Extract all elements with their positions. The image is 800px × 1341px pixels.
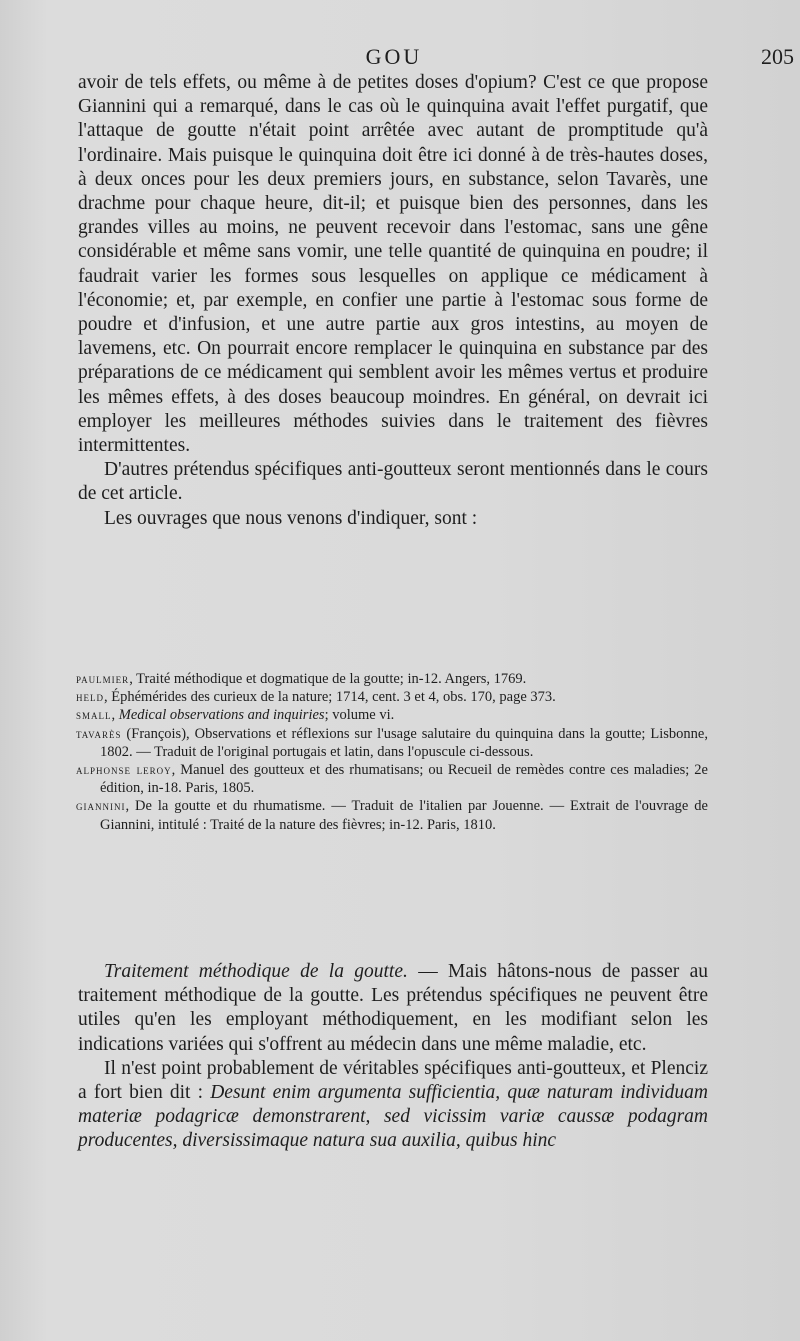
reference-author: giannini bbox=[76, 798, 126, 814]
paragraph: Les ouvrages que nous venons d'indiquer, sont : bbox=[104, 507, 478, 529]
page-number: 205 bbox=[761, 44, 794, 69]
reference-entry: held, Éphémérides des curieux de la nature; 1714, cent. 3 et 4, obs. 170, page 373. bbox=[76, 689, 556, 706]
reference-entry: paulmier, Traité méthodique et dogmatique de la goutte; in-12. Angers, 1769. bbox=[76, 671, 527, 687]
section-heading: Traitement méthodique de la goutte. bbox=[104, 961, 408, 982]
latin-quote: Desunt enim argumenta sufficientia, quæ naturam individuam materiæ podagricæ demonstrarent, sed vicissim variæ caussæ podagram producentes, diversissimaque natura sua auxilia, quibus hinc bbox=[78, 1082, 708, 1152]
reference-author: alphonse leroy bbox=[76, 762, 172, 778]
paragraph: avoir de tels effets, ou même à de petites doses d'opium? C'est ce que propose Giannini qui a remarqué, dans le cas où le quinquina avait l'effet purgatif, que l'attaque de goutte n'était point arrêtée avec autant de promptitude qu'à l'ordinaire. Mais puisque le quinquina doit être ici donné à de très-hautes doses, à deux onces pour les deux premiers jours, en substance, selon Tavarès, une drachme pour chaque heure, dit-il; et puisque bien des personnes, dans les grandes villes au moins, ne peuvent recevoir dans l'estomac, sans une gêne considérable et même sans vomir, une telle quantité de quinquina en poudre; il faudrait varier les formes sous lesquelles on applique ce médicament à l'économie; et, par exemple, en confier une partie à l'estomac sous forme de poudre et d'infusion, et une autre partie aux gros intestins, au moyen de lavemens, etc. On pourrait encore remplacer le quinquina en substance par des préparations de ce médicament qui semblent avoir les mêmes vertus et produire les mêmes effets, à des doses beaucoup moindres. En général, on devrait ici employer les meilleures méthodes suivies dans le traitement des fièvres intermittentes. bbox=[78, 72, 708, 457]
reference-author: tavarès bbox=[76, 725, 122, 741]
paragraph: D'autres prétendus spécifiques anti-goutteux seront mentionnés dans le cours de cet article. bbox=[78, 459, 708, 505]
paragraph: Il n'est point probablement de véritables spécifiques anti-goutteux, et Plenciz a fort bien dit : Desunt enim argumenta sufficientia, quæ naturam individuam materiæ podagricæ demonstrarent, sed vicissim variæ caussæ podagram producentes, diversissimaque natura sua auxilia, quibus hinc bbox=[78, 1057, 708, 1152]
reference-author: paulmier bbox=[76, 671, 130, 686]
reference-title: Medical observations and inquiries bbox=[118, 707, 325, 724]
reference-entry: tavarès (François), Observations et réflexions sur l'usage salutaire du quinquina dans la goutte; Lisbonne, 1802. — Traduit de l'original portugais et latin, dans l'opuscule ci-dessous. bbox=[76, 725, 708, 760]
section-text bbox=[78, 960, 708, 1154]
bibliography bbox=[76, 670, 708, 834]
running-title: GOU bbox=[365, 44, 423, 69]
reference-author: held bbox=[76, 689, 104, 705]
paragraph: Traitement méthodique de la goutte. — Mais hâtons-nous de passer au traitement méthodique de la goutte. Les prétendus spécifiques ne peuvent être utiles qu'en les employant méthodiquement, en les modifiant selon les indications variées qui s'offrent au médecin dans une même maladie, etc. bbox=[78, 961, 708, 1055]
reference-author: small bbox=[76, 707, 112, 723]
reference-entry: giannini, De la goutte et du rhumatisme. — Traduit de l'italien par Jouenne. — Extrait de l'ouvrage de Giannini, intitulé : Traité de la nature des fièvres; in-12. Paris, 1810. bbox=[76, 798, 708, 833]
main-text bbox=[78, 71, 708, 531]
reference-entry: alphonse leroy, Manuel des goutteux et des rhumatisans; ou Recueil de remèdes contre ces maladies; 2e édition, in-18. Paris, 1805. bbox=[76, 762, 708, 797]
page-header bbox=[78, 40, 794, 74]
reference-entry: small, Medical observations and inquiries; volume vi. bbox=[76, 707, 395, 724]
